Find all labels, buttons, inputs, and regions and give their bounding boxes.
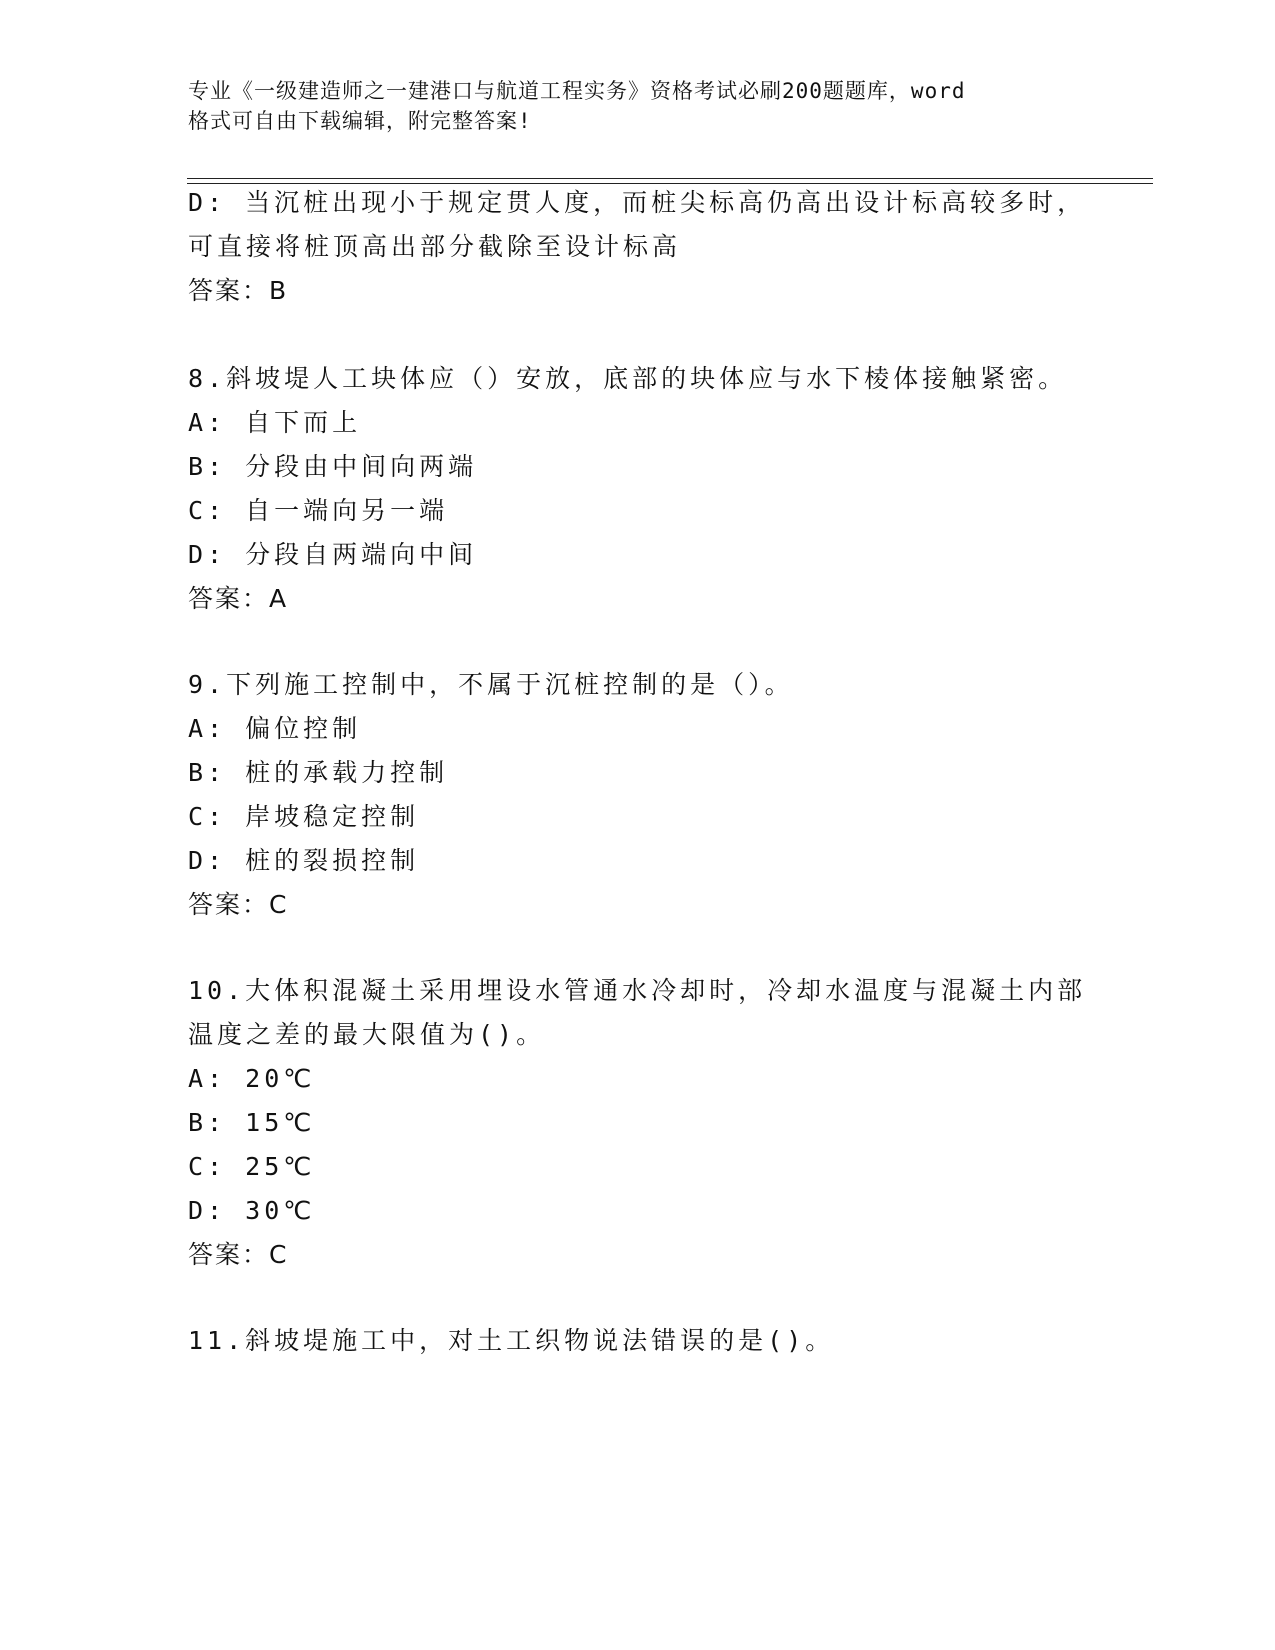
q10-option-c: C: 25℃ [188, 1152, 316, 1181]
prev-option-d-line-1: D: 当沉桩出现小于规定贯人度，而桩尖标高仍高出设计标高较多时， [188, 188, 1087, 217]
header-divider-bottom [187, 183, 1153, 184]
header-line-1: 专业《一级建造师之一建港口与航道工程实务》资格考试必刷200题题库，word [188, 79, 966, 103]
q10-option-b: B: 15℃ [188, 1108, 316, 1137]
header-divider-top [187, 178, 1153, 179]
document-header [188, 76, 1088, 136]
q11-question: 11.斜坡堤施工中，对土工织物说法错误的是()。 [188, 1326, 835, 1355]
q9-option-a: A: 偏位控制 [188, 714, 362, 743]
q10-option-d: D: 30℃ [188, 1196, 316, 1225]
prev-answer: 答案：B [188, 276, 289, 305]
q9-option-c: C: 岸坡稳定控制 [188, 802, 420, 831]
q8-option-b: B: 分段由中间向两端 [188, 452, 478, 481]
q9-question: 9.下列施工控制中，不属于沉桩控制的是（）。 [188, 670, 794, 699]
q9-option-d: D: 桩的裂损控制 [188, 846, 420, 875]
q10-question-line-2: 温度之差的最大限值为()。 [188, 1020, 546, 1049]
q10-question-line-1: 10.大体积混凝土采用埋设水管通水冷却时，冷却水温度与混凝土内部 [188, 976, 1087, 1005]
q10-option-a: A: 20℃ [188, 1064, 316, 1093]
q10-answer: 答案：C [188, 1240, 289, 1269]
q8-option-c: C: 自一端向另一端 [188, 496, 449, 525]
header-line-2: 格式可自由下载编辑，附完整答案! [188, 109, 532, 133]
q8-answer: 答案：A [188, 584, 289, 613]
q8-option-d: D: 分段自两端向中间 [188, 540, 478, 569]
q8-question: 8.斜坡堤人工块体应（）安放，底部的块体应与水下棱体接触紧密。 [188, 364, 1068, 393]
prev-option-d-line-2: 可直接将桩顶高出部分截除至设计标高 [188, 232, 682, 261]
q9-answer: 答案：C [188, 890, 289, 919]
q8-option-a: A: 自下而上 [188, 408, 362, 437]
q9-option-b: B: 桩的承载力控制 [188, 758, 449, 787]
